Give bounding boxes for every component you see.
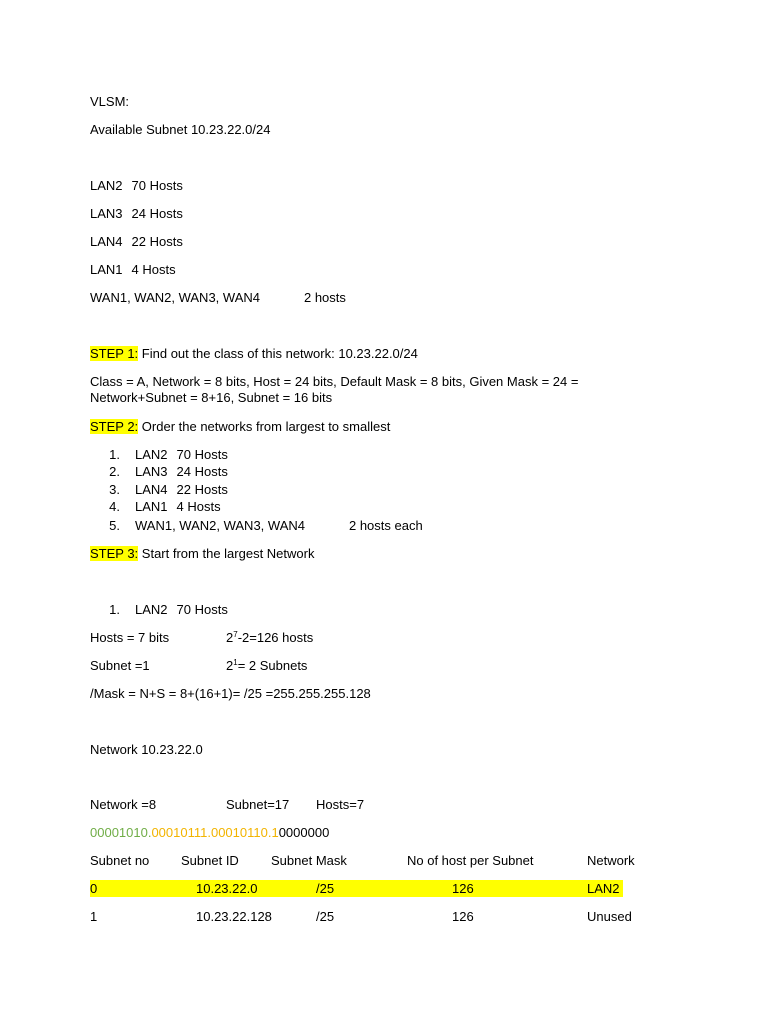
step2-label: STEP 2: — [90, 419, 139, 434]
table-cell: /25 — [316, 881, 335, 896]
doc-title: VLSM: — [90, 94, 130, 109]
split-subnet: Subnet=17 — [226, 797, 290, 812]
requirement-item: LAN4 22 Hosts — [90, 234, 183, 249]
ordered-list: 1. LAN2 70 Hosts 2. LAN3 24 Hosts 3. LAN4 22 Hosts 4. LAN1 4 Hosts 5. WAN1, WAN2, WAN3, WAN4 2 hosts each — [109, 447, 423, 533]
subnet-calc: $2^1= 2$ Subnets — [226, 658, 308, 673]
table-cell: 1 — [90, 909, 98, 924]
header-cell: No of host per Subnet — [407, 853, 534, 868]
step2-heading — [90, 419, 390, 435]
requirement-item: LAN2 70 Hosts — [90, 178, 183, 193]
requirement-item: LAN3 24 Hosts — [90, 206, 183, 221]
table-cell: 0 — [90, 881, 98, 896]
hosts-bits: Hosts = 7 bits — [90, 630, 170, 645]
subnet-bits: Subnet =1 — [90, 658, 150, 673]
lan2-list-item: 1. LAN2 70 Hosts — [109, 602, 228, 617]
binary-subnet-part: 00010111.00010110.1 — [151, 825, 279, 840]
step3-heading — [90, 546, 314, 562]
split-network: Network =8 — [90, 797, 157, 812]
header-cell: Network — [587, 853, 635, 868]
table-row — [0, 909, 768, 925]
table-header — [0, 853, 768, 869]
table-cell: /25 — [316, 909, 335, 924]
binary-address — [90, 825, 329, 841]
table-cell: 10.23.22.0 — [196, 881, 258, 896]
network-address: Network 10.23.22.0 — [90, 742, 203, 757]
step1-text: Find out the class of this network: 10.23.22.0/24 — [138, 346, 418, 361]
requirement-item: WAN1, WAN2, WAN3, WAN4 2 hosts — [90, 290, 346, 305]
table-row — [0, 881, 768, 897]
split-hosts: Hosts=7 — [316, 797, 365, 812]
step1-detail: Class = A, Network = 8 bits, Host = 24 bits, Default Mask = 8 bits, Given Mask = 24 = Network+Subnet = 8+16, Subnet = 16 bits — [90, 374, 579, 405]
step2-text: Order the networks from largest to smallest — [138, 419, 391, 434]
requirement-item: LAN1 4 Hosts — [90, 262, 176, 277]
table-cell: 10.23.22.128 — [196, 909, 272, 924]
step3-label: STEP 3: — [90, 546, 139, 561]
step1-label: STEP 1: — [90, 346, 139, 361]
header-cell: Subnet no — [90, 853, 150, 868]
step3-text: Start from the largest Network — [138, 546, 315, 561]
mask-calc: /Mask = N+S = 8+(16+1)= /25 =255.255.255.128 — [90, 686, 371, 701]
table-cell: LAN2 — [587, 881, 620, 896]
table-cell: Unused — [587, 909, 632, 924]
available-subnet: Available Subnet 10.23.22.0/24 — [90, 122, 271, 137]
binary-hosts-part: 0000000 — [278, 825, 330, 840]
table-cell: 126 — [452, 881, 474, 896]
header-cell: Subnet ID — [181, 853, 239, 868]
hosts-calc: $2^7-2=126$ hosts — [226, 630, 314, 645]
binary-network-part: 00001010. — [90, 825, 152, 840]
step1-heading — [90, 346, 418, 362]
table-cell: 126 — [452, 909, 474, 924]
header-cell: Subnet Mask — [271, 853, 347, 868]
